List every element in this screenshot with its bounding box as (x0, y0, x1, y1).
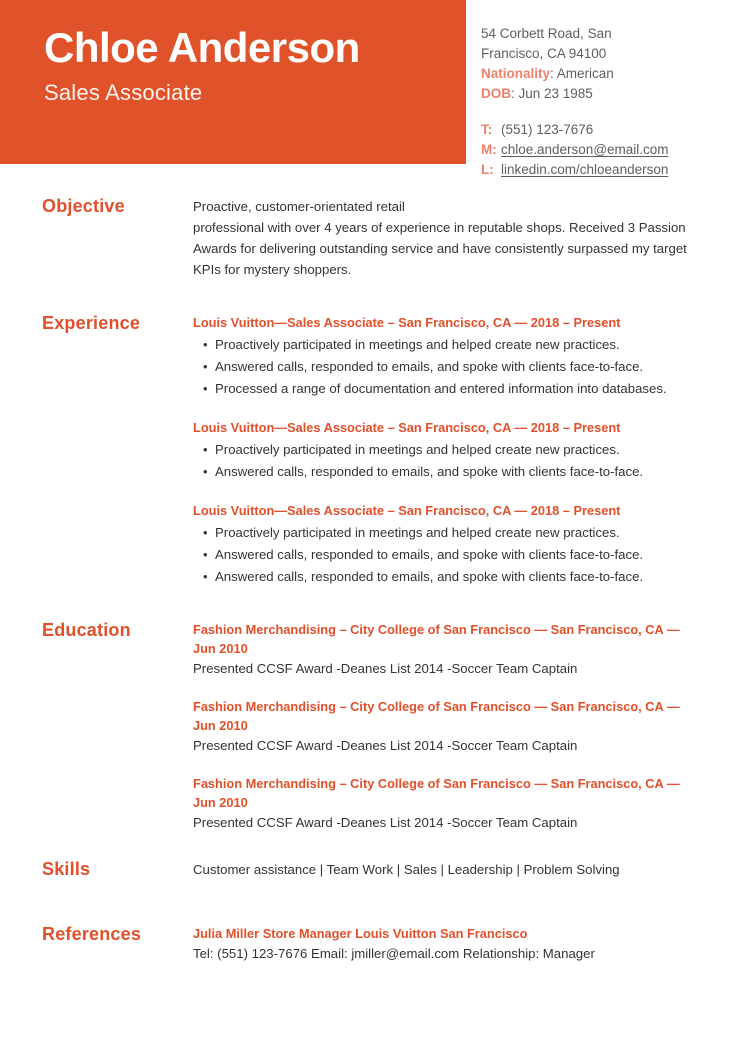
email-link[interactable]: chloe.anderson@email.com (501, 142, 669, 157)
education-detail: Presented CCSF Award -Deanes List 2014 -Soccer Team Captain (193, 661, 578, 676)
experience-entry (193, 501, 694, 588)
address-line-2: Francisco, CA 94100 (481, 46, 607, 61)
section-experience (0, 313, 736, 588)
list-item: • Answered calls, responded to emails, and spoke with clients face-to-face. (193, 461, 694, 483)
education-entry (193, 697, 694, 756)
experience-bullet-list (193, 439, 694, 483)
section-heading-skills: Skills (42, 859, 91, 879)
list-item: • Processed a range of documentation and entered information into databases. (193, 378, 694, 400)
list-item: • Answered calls, responded to emails, and spoke with clients face-to-face. (193, 544, 694, 566)
experience-entries (193, 313, 736, 588)
dob-value: : Jun 23 1985 (511, 86, 593, 101)
section-heading-education: Education (42, 620, 131, 640)
education-entry (193, 774, 694, 833)
dob-label: DOB (481, 86, 511, 101)
skills-list: Customer assistance | Team Work | Sales | Leadership | Problem Solving (193, 862, 620, 877)
education-title: Fashion Merchandising – City College of San Francisco — San Francisco, CA — Jun 2010 (193, 776, 680, 810)
experience-entry (193, 313, 694, 400)
experience-entry (193, 418, 694, 483)
section-objective (0, 196, 736, 280)
objective-line-1: Proactive, customer-orientated retail (193, 199, 405, 214)
section-heading-references: References (42, 924, 142, 944)
nationality-value: : American (550, 66, 614, 81)
phone-label: T: (481, 122, 493, 137)
contact-block (481, 24, 731, 180)
references-body (193, 924, 736, 964)
section-heading-objective: Objective (42, 196, 125, 216)
list-item: • Proactively participated in meetings and helped create new practices. (193, 334, 694, 356)
candidate-name: Chloe Anderson (44, 24, 360, 71)
section-heading-experience: Experience (42, 313, 141, 333)
section-skills (0, 859, 736, 880)
linkedin-link[interactable]: linkedin.com/chloeanderson (501, 162, 669, 177)
list-item: • Proactively participated in meetings and helped create new practices. (193, 522, 694, 544)
list-item: • Proactively participated in meetings and helped create new practices. (193, 439, 694, 461)
skills-body (193, 859, 736, 880)
objective-text (193, 196, 736, 280)
experience-bullet-list (193, 522, 694, 588)
education-entries (193, 620, 736, 833)
education-detail: Presented CCSF Award -Deanes List 2014 -Soccer Team Captain (193, 815, 578, 830)
list-item: • Answered calls, responded to emails, and spoke with clients face-to-face. (193, 356, 694, 378)
list-item: • Answered calls, responded to emails, and spoke with clients face-to-face. (193, 566, 694, 588)
experience-title: Louis Vuitton—Sales Associate – San Francisco, CA — 2018 – Present (193, 420, 621, 435)
experience-bullet-list (193, 334, 694, 400)
email-label: M: (481, 142, 497, 157)
reference-name: Julia Miller Store Manager Louis Vuitton San Francisco (193, 926, 528, 941)
education-entry (193, 620, 694, 679)
phone-row (481, 120, 731, 140)
objective-line-2: professional with over 4 years of experience in reputable shops. Received 3 Passion Awards for delivering outstanding service and have consistently surpassed my target KPIs for mystery shoppers. (193, 220, 687, 277)
education-title: Fashion Merchandising – City College of San Francisco — San Francisco, CA — Jun 2010 (193, 622, 680, 656)
education-detail: Presented CCSF Award -Deanes List 2014 -Soccer Team Captain (193, 738, 578, 753)
contact-spacer (481, 104, 731, 120)
email-row[interactable] (481, 140, 731, 160)
address-line-1: 54 Corbett Road, San (481, 26, 612, 41)
section-references (0, 924, 736, 964)
dob-line (481, 84, 731, 104)
nationality-label: Nationality (481, 66, 551, 81)
reference-detail: Tel: (551) 123-7676 Email: jmiller@email.com Relationship: Manager (193, 946, 595, 961)
candidate-job-title: Sales Associate (44, 80, 203, 105)
linkedin-label: L: (481, 162, 494, 177)
phone-value: (551) 123-7676 (501, 122, 594, 137)
education-title: Fashion Merchandising – City College of San Francisco — San Francisco, CA — Jun 2010 (193, 699, 680, 733)
nationality-line (481, 64, 731, 84)
experience-title: Louis Vuitton—Sales Associate – San Francisco, CA — 2018 – Present (193, 315, 621, 330)
resume-body (0, 164, 736, 964)
section-education (0, 620, 736, 833)
experience-title: Louis Vuitton—Sales Associate – San Francisco, CA — 2018 – Present (193, 503, 621, 518)
